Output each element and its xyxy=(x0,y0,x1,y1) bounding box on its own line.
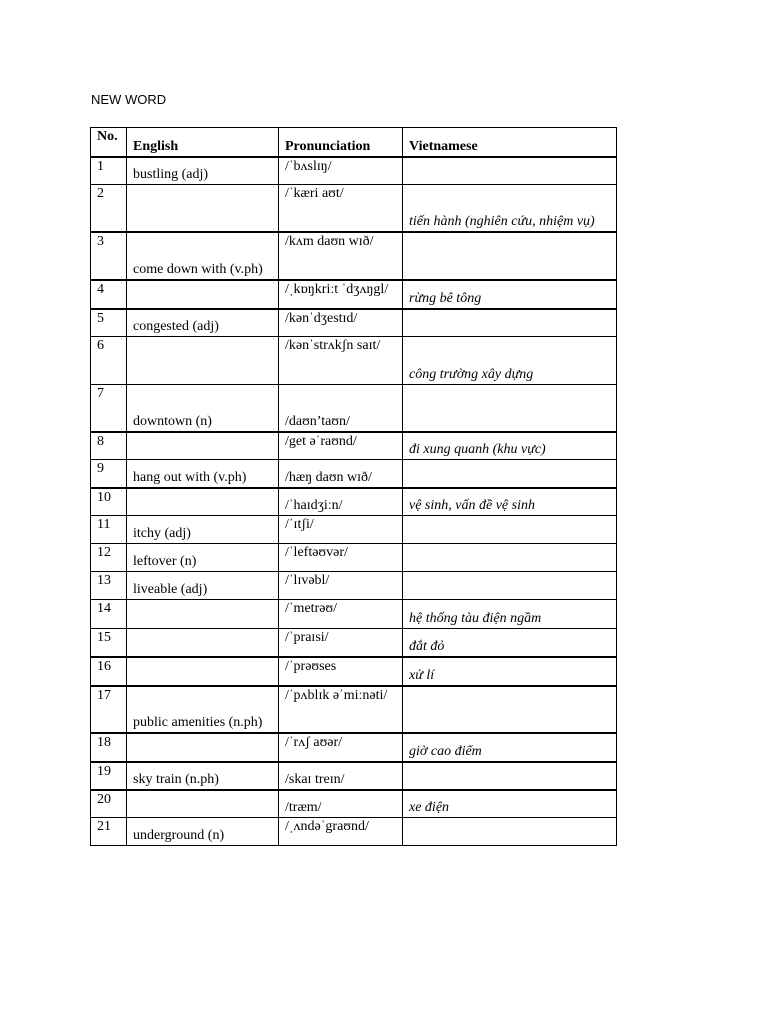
cell-english xyxy=(127,629,279,657)
cell-no: 15 xyxy=(91,629,127,657)
cell-vietnamese xyxy=(403,460,617,488)
cell-vietnamese: xử lí xyxy=(403,657,617,686)
cell-vietnamese: đắt đỏ xyxy=(403,629,617,657)
table-row xyxy=(91,280,617,309)
cell-pronunciation: /daʊn’taʊn/ xyxy=(279,385,403,432)
table-body xyxy=(91,157,617,846)
table-row xyxy=(91,790,617,818)
cell-no: 3 xyxy=(91,232,127,280)
vocabulary-table xyxy=(90,127,617,846)
table-row xyxy=(91,309,617,337)
cell-no: 6 xyxy=(91,337,127,385)
cell-pronunciation: /kənˈstrʌkʃn saɪt/ xyxy=(279,337,403,385)
cell-english: hang out with (v.ph) xyxy=(127,460,279,488)
cell-vietnamese xyxy=(403,232,617,280)
cell-no: 5 xyxy=(91,309,127,337)
table-row xyxy=(91,157,617,185)
cell-pronunciation: /ˈrʌʃ aʊər/ xyxy=(279,733,403,762)
document-title: NEW WORD xyxy=(91,92,167,107)
cell-english: come down with (v.ph) xyxy=(127,232,279,280)
cell-vietnamese xyxy=(403,686,617,733)
header-no: No. xyxy=(91,128,127,157)
cell-english: leftover (n) xyxy=(127,544,279,572)
cell-vietnamese: giờ cao điểm xyxy=(403,733,617,762)
cell-vietnamese xyxy=(403,544,617,572)
cell-pronunciation: /ˈɪtʃi/ xyxy=(279,516,403,544)
cell-english: itchy (adj) xyxy=(127,516,279,544)
cell-no: 1 xyxy=(91,157,127,185)
cell-pronunciation: /ˌʌndəˈgraʊnd/ xyxy=(279,818,403,846)
cell-pronunciation: /skaɪ treɪn/ xyxy=(279,762,403,790)
cell-english: sky train (n.ph) xyxy=(127,762,279,790)
cell-pronunciation: /kənˈdʒestɪd/ xyxy=(279,309,403,337)
cell-vietnamese xyxy=(403,572,617,600)
cell-pronunciation: /ˈprəʊses xyxy=(279,657,403,686)
cell-pronunciation: /ˈbʌslɪŋ/ xyxy=(279,157,403,185)
table-row xyxy=(91,657,617,686)
cell-english xyxy=(127,600,279,629)
cell-vietnamese xyxy=(403,762,617,790)
cell-no: 2 xyxy=(91,185,127,232)
table-row xyxy=(91,385,617,432)
cell-vietnamese xyxy=(403,309,617,337)
cell-english xyxy=(127,280,279,309)
cell-vietnamese: rừng bê tông xyxy=(403,280,617,309)
cell-no: 14 xyxy=(91,600,127,629)
cell-no: 7 xyxy=(91,385,127,432)
table-row xyxy=(91,432,617,460)
cell-no: 21 xyxy=(91,818,127,846)
cell-no: 17 xyxy=(91,686,127,733)
cell-vietnamese: xe điện xyxy=(403,790,617,818)
table-row xyxy=(91,733,617,762)
cell-vietnamese xyxy=(403,516,617,544)
cell-no: 12 xyxy=(91,544,127,572)
cell-pronunciation: /ˈpʌblɪk əˈmiːnəti/ xyxy=(279,686,403,733)
cell-pronunciation: /hæŋ daʊn wɪð/ xyxy=(279,460,403,488)
table-row xyxy=(91,185,617,232)
table-row xyxy=(91,337,617,385)
cell-pronunciation: /get əˈraʊnd/ xyxy=(279,432,403,460)
cell-pronunciation: /ˈlɪvəbl/ xyxy=(279,572,403,600)
cell-english xyxy=(127,733,279,762)
table-row xyxy=(91,232,617,280)
table-row xyxy=(91,488,617,516)
table-row xyxy=(91,818,617,846)
cell-english: congested (adj) xyxy=(127,309,279,337)
header-vietnamese: Vietnamese xyxy=(403,128,617,157)
cell-pronunciation: /ˈpraɪsi/ xyxy=(279,629,403,657)
cell-pronunciation: /ˈleftəʊvər/ xyxy=(279,544,403,572)
table-row xyxy=(91,460,617,488)
cell-pronunciation: /ˈkæri aʊt/ xyxy=(279,185,403,232)
cell-english: underground (n) xyxy=(127,818,279,846)
cell-no: 8 xyxy=(91,432,127,460)
cell-english xyxy=(127,657,279,686)
header-pronunciation: Pronunciation xyxy=(279,128,403,157)
cell-pronunciation: /ˈhaɪdʒiːn/ xyxy=(279,488,403,516)
table-row xyxy=(91,629,617,657)
table-row xyxy=(91,686,617,733)
cell-no: 20 xyxy=(91,790,127,818)
cell-no: 18 xyxy=(91,733,127,762)
table-header-row xyxy=(91,128,617,157)
header-english: English xyxy=(127,128,279,157)
cell-no: 11 xyxy=(91,516,127,544)
cell-vietnamese xyxy=(403,385,617,432)
cell-english: downtown (n) xyxy=(127,385,279,432)
cell-no: 4 xyxy=(91,280,127,309)
cell-no: 19 xyxy=(91,762,127,790)
cell-pronunciation: /træm/ xyxy=(279,790,403,818)
cell-no: 10 xyxy=(91,488,127,516)
cell-pronunciation: /kʌm daʊn wɪð/ xyxy=(279,232,403,280)
table-row xyxy=(91,544,617,572)
cell-vietnamese xyxy=(403,157,617,185)
table-row xyxy=(91,762,617,790)
cell-vietnamese: đi xung quanh (khu vực) xyxy=(403,432,617,460)
cell-english: public amenities (n.ph) xyxy=(127,686,279,733)
cell-english xyxy=(127,790,279,818)
cell-pronunciation: /ˌkɒŋkriːt ˈdʒʌŋgl/ xyxy=(279,280,403,309)
cell-vietnamese: vệ sinh, vấn đề vệ sinh xyxy=(403,488,617,516)
cell-no: 16 xyxy=(91,657,127,686)
cell-english: bustling (adj) xyxy=(127,157,279,185)
table-row xyxy=(91,600,617,629)
cell-no: 9 xyxy=(91,460,127,488)
cell-english xyxy=(127,337,279,385)
table-row xyxy=(91,572,617,600)
table-row xyxy=(91,516,617,544)
cell-pronunciation: /ˈmetrəʊ/ xyxy=(279,600,403,629)
cell-no: 13 xyxy=(91,572,127,600)
cell-english xyxy=(127,185,279,232)
cell-vietnamese: tiến hành (nghiên cứu, nhiệm vụ) xyxy=(403,185,617,232)
cell-vietnamese xyxy=(403,818,617,846)
cell-vietnamese: hệ thống tàu điện ngầm xyxy=(403,600,617,629)
cell-vietnamese: công trường xây dựng xyxy=(403,337,617,385)
cell-english: liveable (adj) xyxy=(127,572,279,600)
cell-english xyxy=(127,488,279,516)
cell-english xyxy=(127,432,279,460)
